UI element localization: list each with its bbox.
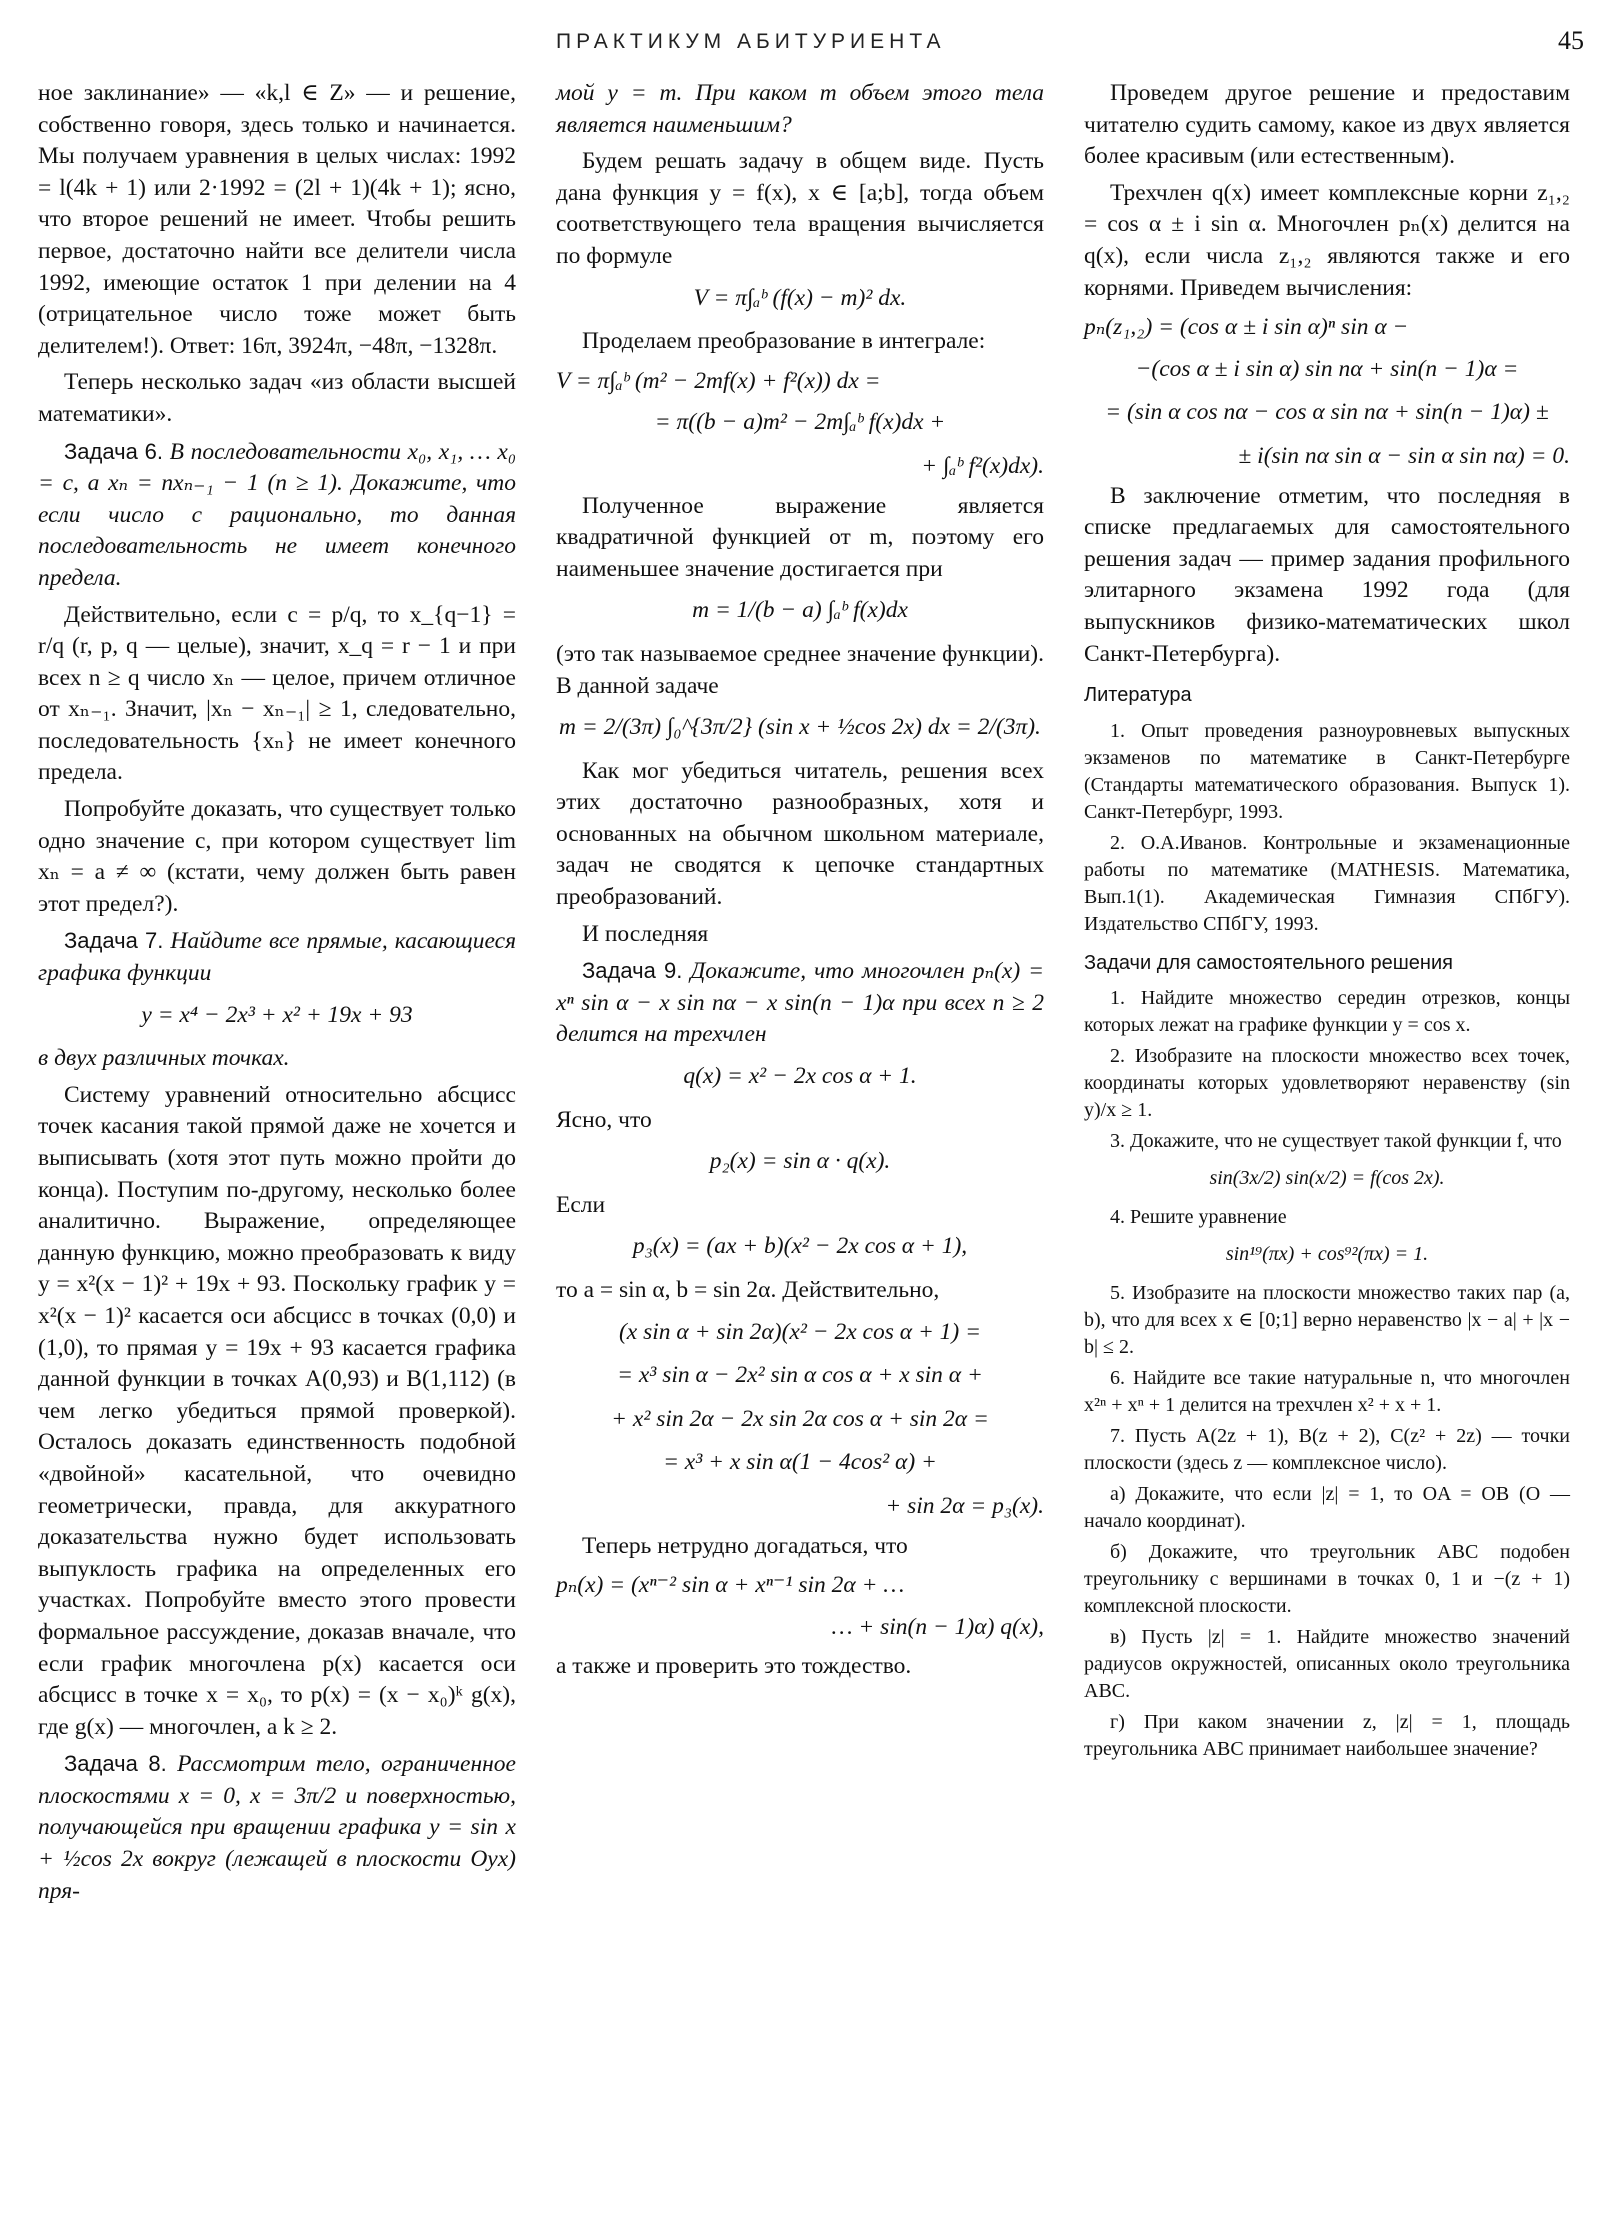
exercise-item: 7. Пусть A(2z + 1), B(z + 2), C(z² + 2z) — точки плоскости (здесь z — комплексное число). [1084,1425,1570,1475]
problem-statement: Найдите все прямые, касающиеся графика функции [38,928,516,987]
paragraph: Трехчлен q(x) имеет комплексные корни z₁,₂ = cos α ± i sin α. Многочлен pₙ(x) делится на q(x), если числа z₁,₂ являются также и его корнями. Приведем вычисления: [1084,179,1570,301]
paragraph: И последняя [582,920,709,947]
problem-label: Задача 6. [64,438,164,464]
paragraph: Полученное выражение является квадратичной функцией от m, поэтому его наименьшее значение достигается при [556,492,1044,582]
formula: pₙ(z₁,₂) = (cos α ± i sin α)ⁿ sin α − [1084,314,1409,341]
formula: m = 1/(b − a) ∫ₐᵇ f(x)dx [692,597,908,624]
problem-label: Задача 8. [64,1751,167,1777]
exercise-item: 3. Докажите, что не существует такой функции f, что [1110,1130,1562,1153]
formula: V = π∫ₐᵇ (f(x) − m)² dx. [693,284,907,311]
formula: m = 2/(3π) ∫₀^{3π/2} (sin x + ½cos 2x) dx = 2/(3π). [559,714,1041,741]
page-number: 45 [1558,26,1584,55]
exercise-item: б) Докажите, что треугольник ABC подобен треугольнику с вершинами в точках 0, 1 и −(z + 1) комплексной плоскости. [1084,1541,1570,1618]
paragraph: Будем решать задачу в общем виде. Пусть дана функция y = f(x), x ∈ [a;b], тогда объем соответствующего тела вращения вычисляется по формуле [556,148,1044,269]
paragraph: В заключение отметим, что последняя в списке предлагаемых для самостоятельного решения задач — пример задания профильного элитарного экзамена 1992 года (для выпускников физико-математических школ Санкт-Петербурга). [1084,482,1570,667]
reference-item: 1. Опыт проведения разноуровневых выпускных экзаменов по математике в Санкт-Петербурге (Стандарты математического образования. Выпуск 1). Санкт-Петербург, 1993. [1084,719,1570,823]
formula: = x³ + x sin α(1 − 4cos² α) + [663,1449,937,1476]
formula: sin¹⁹(πx) + cos⁹²(πx) = 1. [1225,1243,1429,1266]
paragraph: Проведем другое решение и предоставим читателю судить самому, какое из двух является более красивым (или естественным). [1084,80,1570,170]
problem-statement: Докажите, что многочлен pₙ(x) = xⁿ sin α − x sin nα − x sin(n − 1)α при всех n ≥ 2 делится на трехчлен [556,958,1044,1048]
exercise-item: 1. Найдите множество середин отрезков, концы которых лежат на графике функции y = cos x. [1084,987,1570,1037]
exercise-item: в) Пусть |z| = 1. Найдите множество значений радиусов окружностей, описанных около треугольника ABC. [1084,1626,1570,1703]
formula: = (sin α cos nα − cos α sin nα + sin(n − 1)α) ± [1105,399,1549,426]
paragraph: Попробуйте доказать, что существует только одно значение c, при котором существует lim xₙ = a ≠ ∞ (кстати, чему должен быть равен этот предел?). [38,796,516,917]
problem-statement: в двух различных точках. [38,1045,290,1072]
formula: + x² sin 2α − 2x sin 2α cos α + sin 2α = [611,1405,989,1432]
formula: p₃(x) = (ax + b)(x² − 2x cos α + 1), [632,1233,968,1260]
formula: V = π∫ₐᵇ (m² − 2mf(x) + f²(x)) dx = [556,367,881,394]
problem-statement: В последовательности x₀, x₁, … x₀ = c, а xₙ = nxₙ₋₁ − 1 (n ≥ 1). Докажите, что если число c рационально, то данная последовательность не имеет конечного предела. [38,438,516,591]
problem-8 [38,1748,516,1907]
formula: sin(3x/2) sin(x/2) = f(cos 2x). [1209,1167,1445,1190]
paragraph: Теперь несколько задач «из области высшей математики». [38,369,516,427]
exercises-heading: Задачи для самостоятельного решения [1084,951,1453,974]
paragraph: Систему уравнений относительно абсцисс точек касания такой прямой даже не хочется и выписывать (хотя этот путь можно пройти до конца). Поступим по-другому, несколько более аналитично. Выражение, определяющее данную функцию, можно преобразовать к виду y = x²(x − 1)² + 19x + 93. Поскольку график y = x²(x − 1)² касается оси абсцисс в точках (0,0) и (1,0), то прямая y = 19x + 93 касается графика данной функции в точках A(0,93) и B(1,112) (в чем легко убедиться прямой проверкой). Осталось доказать единственность подобной «двойной» касательной, что очевидно геометрически, правда, для аккуратного доказательства нужно будет использовать выпуклость графика на определенных его участках. Попробуйте вместо этого провести формальное рассуждение, доказав вначале, что если график многочлена p(x) касается оси абсцисс в точке x = x₀, то p(x) = (x − x₀)ᵏ g(x), где g(x) — многочлен, а k ≥ 2. [38,1081,516,1740]
problem-6 [38,436,516,595]
paragraph: Проделаем преобразование в интеграле: [582,328,986,355]
problem-label: Задача 9. [582,958,683,984]
paragraph: Ясно, что [556,1106,652,1133]
formula: … + sin(n − 1)α) q(x), [831,1613,1044,1640]
formula: (x sin α + sin 2α)(x² − 2x cos α + 1) = [618,1318,981,1345]
paragraph: то a = sin α, b = sin 2α. Действительно, [556,1277,940,1303]
paragraph: Если [556,1191,606,1218]
problem-label: Задача 7. [64,928,164,954]
paragraph: Действительно, если c = p/q, то x_{q−1} = r/q (r, p, q — целые), значит, x_q = r − 1 и при всех n ≥ q число xₙ — целое, причем отличное от xₙ₋₁. Значит, |xₙ − xₙ₋₁| ≥ 1, следовательно, последовательность {xₙ} не имеет конечного предела. [38,601,516,786]
formula: y = x⁴ − 2x³ + x² + 19x + 93 [141,1001,413,1028]
column-1 [38,78,516,1912]
references-heading: Литература [1084,684,1192,707]
paragraph: а также и проверить это тождество. [556,1653,912,1680]
problem-9 [556,955,1044,1051]
exercise-item: 4. Решите уравнение [1110,1206,1287,1229]
paragraph: Теперь нетрудно догадаться, что [582,1532,908,1559]
formula: + sin 2α = p₃(x). [885,1492,1044,1519]
formula: ± i(sin nα sin α − sin α sin nα) = 0. [1238,442,1570,469]
paragraph: ное заклинание» — «k,l ∈ Z» — и решение, собственно говоря, здесь только и начинается. Мы получаем уравнения в целых числах: 1992 = l(4k + 1) или 2·1992 = (2l + 1)(4k + 1); ясно, что второе решений не имеет. Чтобы решить первое, достаточно найти все делители числа 1992, имеющие остаток 1 при делении на 4 (отрицательное число тоже может быть делителем!). Ответ: 16π, 3924π, −48π, −1328π. [38,80,516,359]
formula: = π((b − a)m² − 2m∫ₐᵇ f(x)dx + [654,409,946,436]
formula: + ∫ₐᵇ f²(x)dx). [921,452,1044,479]
paragraph: Как мог убедиться читатель, решения всех этих достаточно разнообразных, хотя и основанных на обычном школьном материале, задач не сводятся к цепочке стандартных преобразований. [556,757,1044,911]
column-3 [1084,78,1570,1767]
column-2 [556,78,1044,1688]
problem-statement: мой y = m. При каком m объем этого тела является наименьшим? [556,80,1044,138]
formula: pₙ(x) = (xⁿ⁻² sin α + xⁿ⁻¹ sin 2α + … [556,1572,905,1599]
page-header [0,26,1600,66]
formula: q(x) = x² − 2x cos α + 1. [683,1063,917,1090]
exercise-item: г) При каком значении z, |z| = 1, площадь треугольника ABC принимает наибольшее значение? [1084,1711,1570,1761]
problem-statement: Рассмотрим тело, ограниченное плоскостями x = 0, x = 3π/2 и поверхностью, получающейся при вращении графика y = sin x + ½cos 2x вокруг (лежащей в плоскости Oyx) пря- [38,1751,516,1904]
exercise-item: 5. Изобразите на плоскости множество таких пар (a, b), что для всех x ∈ [0;1] верно неравенство |x − a| + |x − b| ≤ 2. [1084,1282,1570,1359]
exercise-item: 6. Найдите все такие натуральные n, что многочлен x²ⁿ + xⁿ + 1 делится на трехчлен x² + x + 1. [1084,1367,1570,1417]
paragraph: (это так называемое среднее значение функции). В данной задаче [556,640,1044,699]
problem-7 [38,925,516,989]
formula: = x³ sin α − 2x² sin α cos α + x sin α + [617,1362,983,1389]
formula: p₂(x) = sin α · q(x). [709,1148,891,1175]
exercise-item: 2. Изобразите на плоскости множество всех точек, координаты которых удовлетворяют неравенству (sin y)/x ≥ 1. [1084,1045,1570,1122]
formula: −(cos α ± i sin α) sin nα + sin(n − 1)α = [1135,355,1519,382]
exercise-item: а) Докажите, что если |z| = 1, то OA = OB (O — начало координат). [1084,1483,1570,1533]
exercise-list [1084,985,1570,1763]
running-head: ПРАКТИКУМ АБИТУРИЕНТА [556,30,946,53]
reference-item: 2. О.А.Иванов. Контрольные и экзаменационные работы по математике (MATHESIS. Математика, Вып.1(1). Академическая Гимназия СПбГУ). Издательство СПбГУ, 1993. [1084,831,1570,935]
